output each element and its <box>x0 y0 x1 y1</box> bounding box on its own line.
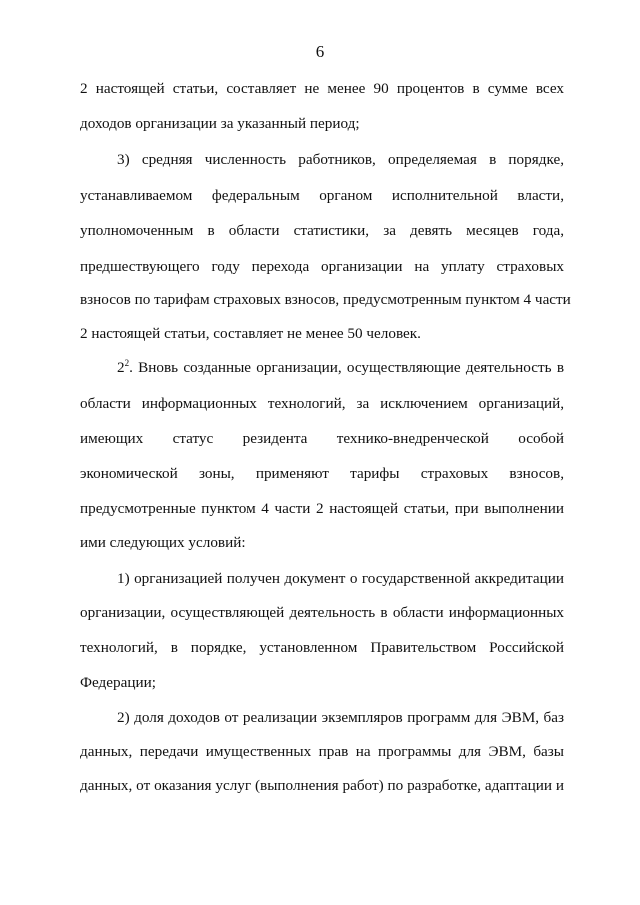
text-line: экономической зоны, применяют тарифы страховых взносов, <box>80 465 564 482</box>
text-line: 2) доля доходов от реализации экземпляров программ для ЭВМ, баз <box>117 709 564 726</box>
text-line: 3) средняя численность работников, определяемая в порядке, <box>117 151 564 168</box>
text-line: 2 настоящей статьи, составляет не менее 50 человек. <box>80 325 421 342</box>
text-line: 2 настоящей статьи, составляет не менее 90 процентов в сумме всех <box>80 80 564 97</box>
text-line: устанавливаемом федеральным органом исполнительной власти, <box>80 187 564 204</box>
text-line: имеющих статус резидента технико-внедренческой особой <box>80 430 564 447</box>
text-line: области информационных технологий, за исключением организаций, <box>80 395 564 412</box>
text-line: доходов организации за указанный период; <box>80 115 360 132</box>
text-line: данных, от оказания услуг (выполнения работ) по разработке, адаптации и <box>80 777 564 794</box>
paragraph-heading-line <box>117 357 564 379</box>
text-line: предусмотренные пунктом 4 части 2 настоящей статьи, при выполнении <box>80 500 564 517</box>
paragraph-number: 2 <box>117 359 125 376</box>
text-line: данных, передачи имущественных прав на программы для ЭВМ, базы <box>80 743 564 760</box>
page-number: 6 <box>315 42 325 61</box>
paragraph-superscript: 2 <box>124 358 130 368</box>
text-line: ими следующих условий: <box>80 534 246 551</box>
text-line: предшествующего году перехода организации на уплату страховых <box>80 258 564 275</box>
text-line: организации, осуществляющей деятельность в области информационных <box>80 604 564 621</box>
paragraph-text: . Вновь созданные организации, осуществляющие деятельность в <box>129 359 564 376</box>
text-line: взносов по тарифам страховых взносов, предусмотренным пунктом 4 части <box>80 291 571 308</box>
text-line: Федерации; <box>80 674 156 691</box>
text-line: технологий, в порядке, установленном Правительством Российской <box>80 639 564 656</box>
text-line: 1) организацией получен документ о государственной аккредитации <box>117 570 564 587</box>
text-line: уполномоченным в области статистики, за девять месяцев года, <box>80 222 564 239</box>
